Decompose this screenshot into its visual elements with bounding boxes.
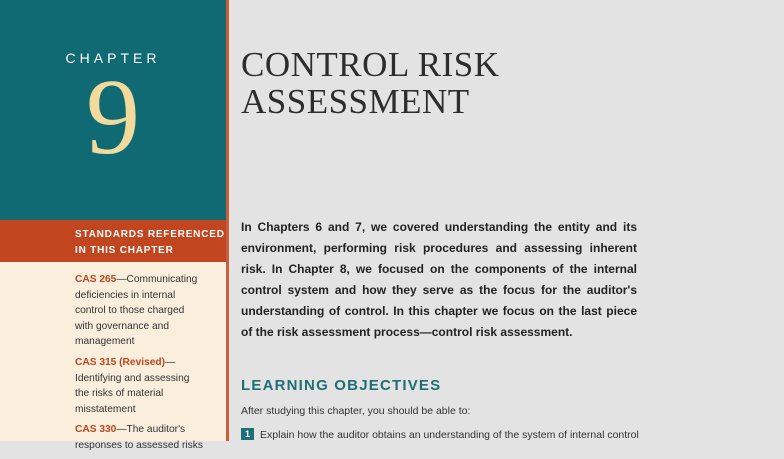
standards-item: [75, 355, 205, 417]
standards-item: [75, 422, 205, 453]
vertical-divider: [226, 0, 229, 441]
chapter-title-line1: CONTROL RISK: [241, 45, 500, 84]
chapter-number: 9: [86, 58, 140, 177]
chapter-banner: [0, 0, 226, 220]
standard-code: CAS 315 (Revised): [75, 356, 166, 368]
standards-header-line2: IN THIS CHAPTER: [75, 245, 174, 256]
standards-list: [75, 272, 205, 459]
objective-text: Explain how the auditor obtains an understanding of the system of internal control: [260, 429, 639, 441]
standards-header: [0, 220, 226, 262]
standard-code: CAS 330: [75, 424, 117, 436]
learning-objectives-intro: After studying this chapter, you should be able to:: [241, 405, 471, 417]
standards-header-line1: STANDARDS REFERENCED: [75, 229, 225, 240]
learning-objectives-title: LEARNING OBJECTIVES: [241, 377, 442, 394]
standard-description: —The auditor's responses to assessed risks: [75, 424, 203, 451]
standard-description: —Identifying and assessing the risks of material misstatement: [75, 356, 190, 415]
standard-code: CAS 265: [75, 274, 117, 285]
standard-description: —Communicating deficiencies in internal control to those charged with governance and management: [75, 274, 198, 348]
standards-item: [75, 272, 205, 350]
chapter-title: [241, 46, 499, 120]
intro-paragraph: In Chapters 6 and 7, we covered understanding the entity and its environment, performing risk procedures and assessing inherent risk. In Chapter 8, we focused on the components of the internal control system and how they serve as the focus for the auditor's understanding of control. In this chapter we focus on the last piece of the risk assessment process—control risk assessment.: [241, 220, 637, 339]
chapter-title-line2: ASSESSMENT: [241, 82, 470, 121]
chapter-label: CHAPTER: [65, 50, 161, 66]
objective-number-badge: 1: [241, 428, 254, 440]
learning-objective-item: [241, 428, 781, 441]
